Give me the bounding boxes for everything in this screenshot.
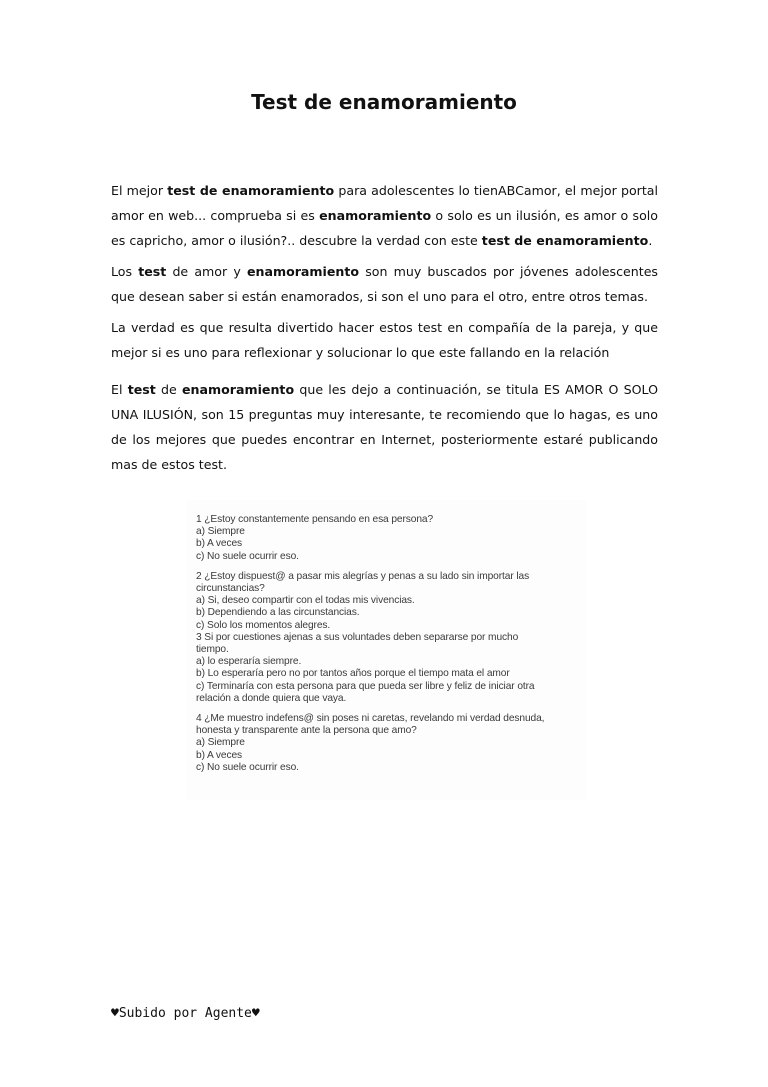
- question-line: 3 Si por cuestiones ajenas a sus voluntades deben separarse por mucho: [196, 631, 519, 643]
- question-line: relación a donde quiera que vaya.: [196, 692, 347, 704]
- question-line: c) No suele ocurrir eso.: [196, 761, 299, 773]
- text-span: Los: [111, 264, 139, 279]
- question-line: tiempo.: [196, 644, 229, 656]
- questions-list: [186, 500, 586, 774]
- bold-keyword: enamoramiento: [319, 208, 432, 223]
- question-line: 4 ¿Me muestro indefens@ sin poses ni caretas, revelando mi verdad desnuda,: [196, 713, 545, 725]
- paragraph-intro: [111, 178, 658, 253]
- text-span: .: [648, 233, 653, 248]
- question-line: a) Siempre: [196, 737, 245, 749]
- question-line: b) Dependiendo a las circunstancias.: [196, 607, 360, 619]
- question-line: b) A veces: [196, 749, 243, 761]
- text-span: de: [155, 382, 182, 397]
- question-line: 2 ¿Estoy dispuest@ a pasar mis alegrías y penas a su lado sin importar las: [196, 570, 530, 582]
- question-line: c) No suele ocurrir eso.: [196, 550, 299, 562]
- question-gap: [196, 705, 586, 713]
- question-line: circunstancias?: [196, 583, 265, 595]
- question-gap: [196, 563, 586, 571]
- paragraph-popularity: [111, 259, 658, 309]
- text-span: que les dejo a continuación, se titula ES AMOR O SOLO UNA ILUSIÓN, son 15 preguntas muy interesante, te recomiendo que lo hagas, es uno de los mejores que puedes encontrar en Internet, posteriormente estaré publicando mas de estos test.: [111, 382, 659, 472]
- text-span: La verdad es que resulta divertido hacer estos test en compañía de la pareja, y que mejor si es uno para reflexionar y solucionar lo que este fallando en la relación: [111, 320, 658, 360]
- text-span: son muy buscados por jóvenes adolescentes que desean saber si están enamorados, si son el uno para el otro, entre otros temas.: [111, 264, 658, 304]
- bold-keyword: enamoramiento: [182, 382, 295, 397]
- text-span: El: [111, 382, 128, 397]
- question-line: a) Siempre: [196, 526, 245, 538]
- text-span: o solo es un ilusión, es amor o solo es capricho, amor o ilusión?.. descubre la verdad con este: [111, 208, 658, 248]
- question-line: c) Solo los momentos alegres.: [196, 619, 331, 631]
- text-span: de amor y: [166, 264, 247, 279]
- paragraph-test-intro: [111, 377, 658, 477]
- question-line: a) Si, deseo compartir con el todas mis vivencias.: [196, 595, 415, 607]
- question-line: honesta y transparente ante la persona que amo?: [196, 725, 417, 737]
- bold-keyword: test: [138, 264, 167, 279]
- bold-keyword: test de enamoramiento: [167, 183, 335, 198]
- bold-keyword: test de enamoramiento: [481, 233, 649, 248]
- uploader-footer: ♥Subido por Agente♥: [111, 1006, 260, 1021]
- bold-keyword: enamoramiento: [246, 264, 360, 279]
- page-title: Test de enamoramiento: [251, 90, 517, 114]
- question-line: b) A veces: [196, 538, 243, 550]
- question-line: 1 ¿Estoy constantemente pensando en esa persona?: [196, 514, 434, 525]
- question-line: c) Terminaría con esta persona para que pueda ser libre y feliz de iniciar otra: [196, 680, 535, 692]
- text-span: para adolescentes lo tienABCamor, el mejor portal amor en web... comprueba si es: [111, 183, 658, 223]
- text-span: El mejor: [111, 183, 168, 198]
- bold-keyword: test: [127, 382, 156, 397]
- question-line: a) lo esperaría siempre.: [196, 656, 302, 668]
- questions-image: [186, 500, 586, 800]
- paragraph-couple: [111, 315, 658, 365]
- question-line: b) Lo esperaría pero no por tantos años porque el tiempo mata el amor: [196, 668, 510, 680]
